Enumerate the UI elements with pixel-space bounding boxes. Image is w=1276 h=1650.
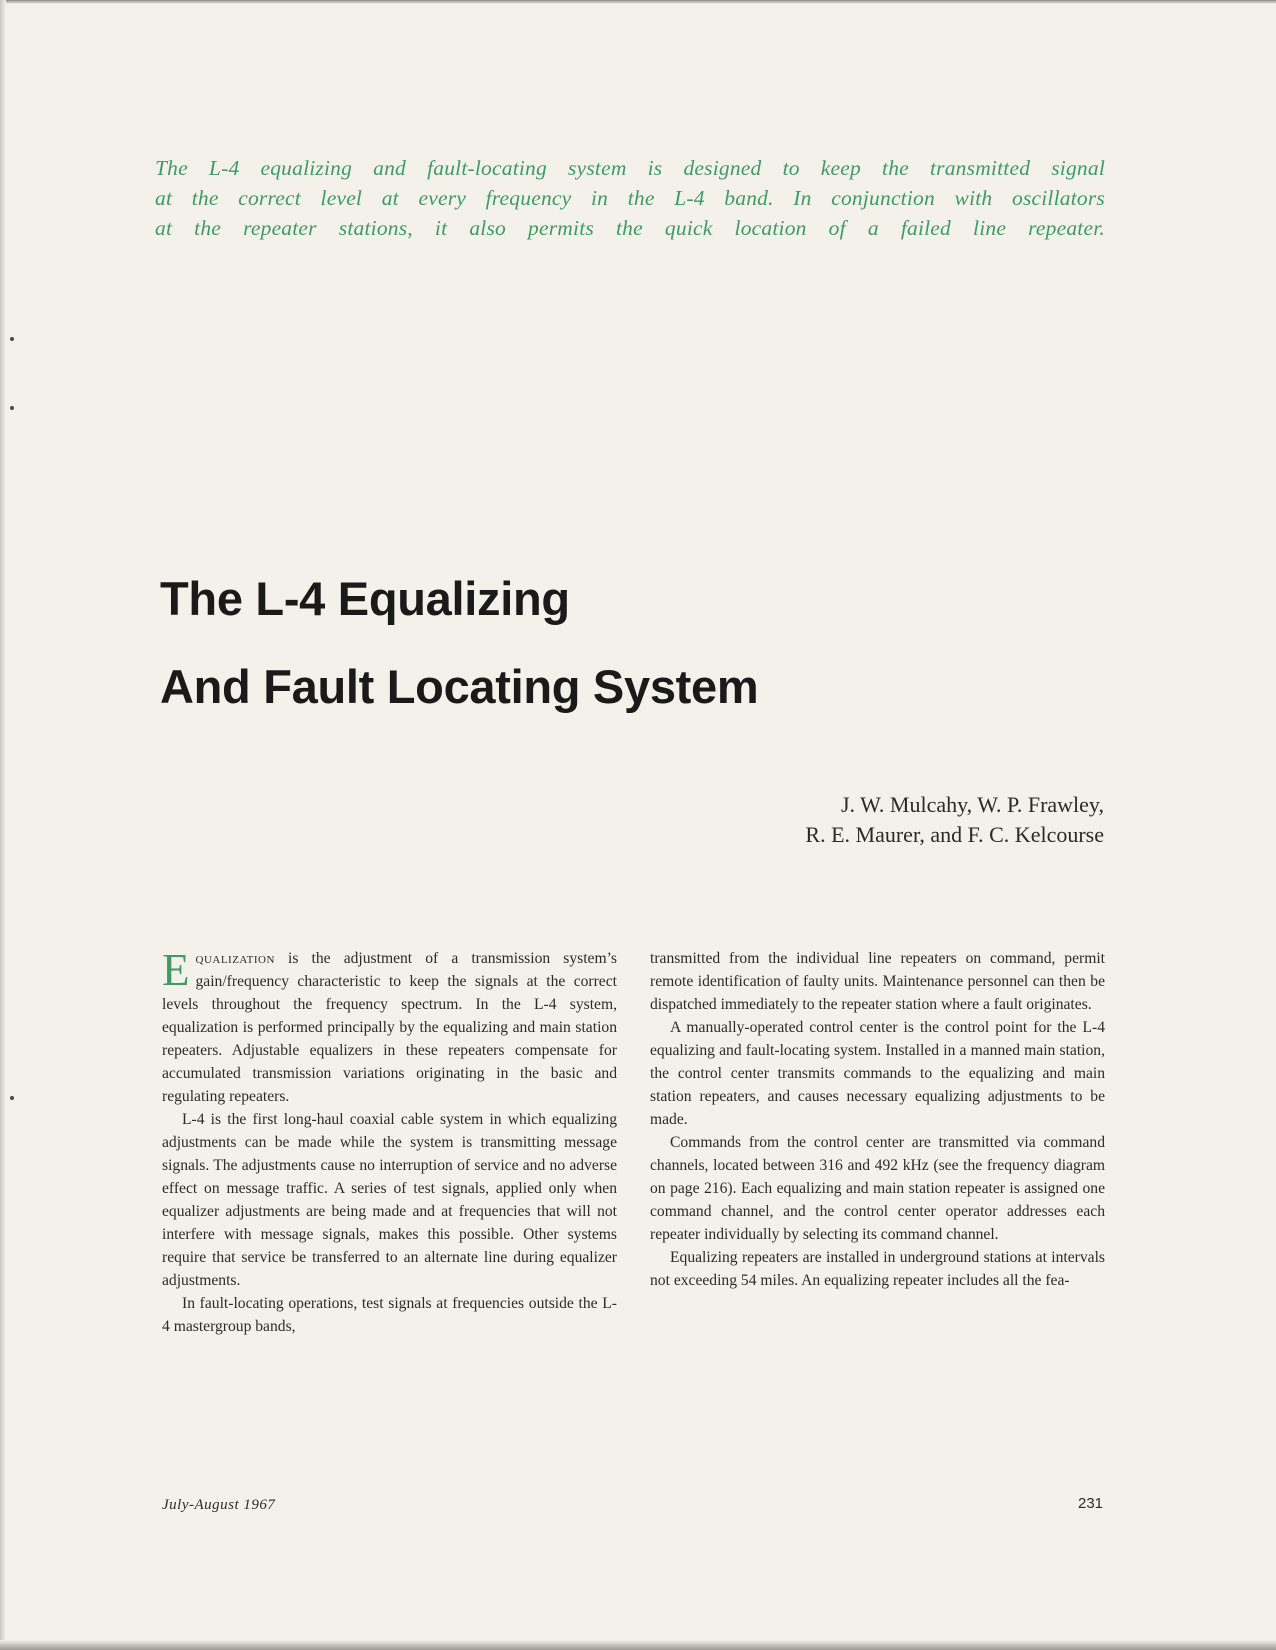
author-byline xyxy=(805,790,1104,850)
lead-word: qualization xyxy=(195,950,275,967)
drop-cap: E xyxy=(162,945,190,995)
title-line: And Fault Locating System xyxy=(160,660,759,713)
body-column-left xyxy=(162,947,617,1338)
body-paragraph: In fault-locating operations, test signals at frequencies outside the L-4 mastergroup bands, xyxy=(162,1295,617,1335)
body-paragraph: A manually-operated control center is the control point for the L-4 equalizing and fault-locating system. Installed in a manned main station, the control center transmits commands to the equalizing and main station repeaters, and causes necessary equalizing adjustments to be made. xyxy=(650,1019,1105,1128)
margin-mark xyxy=(10,337,14,341)
page-edge-bottom xyxy=(0,1640,1276,1650)
body-paragraph xyxy=(162,947,617,1108)
page-number: 231 xyxy=(1078,1495,1104,1512)
article-deck xyxy=(155,153,1105,243)
page-edge-top xyxy=(0,0,1276,4)
body-paragraph: Equalizing repeaters are installed in underground stations at intervals not exceeding 54 miles. An equalizing repeater includes all the fea- xyxy=(650,1249,1105,1289)
article-title xyxy=(160,555,758,731)
deck-line: at the correct level at every frequency in the L-4 band. In conjunction with oscillators xyxy=(155,186,1105,210)
issue-date: July-August 1967 xyxy=(162,1497,276,1513)
deck-line: at the repeater stations, it also permits the quick location of a failed line repeater. xyxy=(155,216,1105,240)
author-line: R. E. Maurer, and F. C. Kelcourse xyxy=(805,822,1104,847)
margin-mark xyxy=(10,406,14,410)
deck-line: The L-4 equalizing and fault-locating system is designed to keep the transmitted signal xyxy=(155,156,1105,180)
body-column-right xyxy=(650,947,1105,1292)
author-line: J. W. Mulcahy, W. P. Frawley, xyxy=(841,792,1104,817)
page-edge-left xyxy=(0,0,6,1650)
margin-mark xyxy=(10,1096,14,1100)
body-paragraph: L-4 is the first long-haul coaxial cable system in which equalizing adjustments can be made while the system is transmitting message signals. The adjustments cause no interruption of service and no adverse effect on message traffic. A series of test signals, applied only when equalizer adjustments are being made and at frequencies that will not interfere with message signals, makes this possible. Other systems require that service be transferred to an alternate line during equalizer adjustments. xyxy=(162,1111,617,1289)
title-line: The L-4 Equalizing xyxy=(160,572,570,625)
paragraph-text: is the adjustment of a transmission system’s gain/frequency characteristic to keep the signals at the correct levels throughout the frequency spectrum. In the L-4 system, equalization is performed principally by the equalizing and main station repeaters. Adjustable equalizers in these repeaters compensate for accumulated transmission variations originating in the basic and regulating repeaters. xyxy=(162,950,617,1105)
body-paragraph: transmitted from the individual line repeaters on command, permit remote identification of faulty units. Maintenance personnel can then be dispatched immediately to the repeater station where a fault originates. xyxy=(650,950,1105,1013)
body-paragraph: Commands from the control center are transmitted via command channels, located between 316 and 492 kHz (see the frequency diagram on page 216). Each equalizing and main station repeater is assigned one command channel, and the control center operator addresses each repeater individually by selecting its command channel. xyxy=(650,1134,1105,1243)
